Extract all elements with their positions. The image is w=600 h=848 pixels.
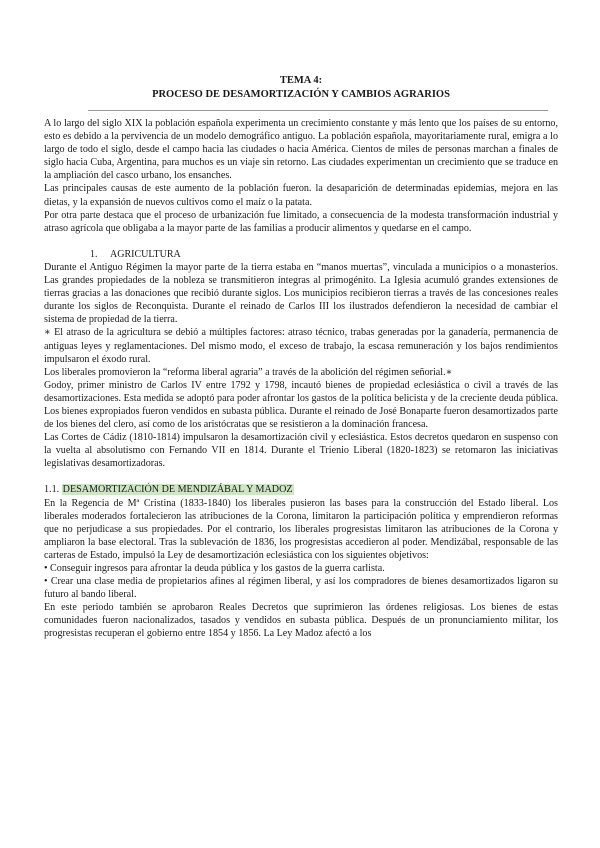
objective-bullet-1: • Conseguir ingresos para afrontar la deuda pública y los gastos de la guerra carlista. [44, 563, 385, 574]
document-page [44, 74, 558, 641]
agricultura-paragraph-5: Las Cortes de Cádiz (1810-1814) impulsaron la desamortización civil y eclesiástica. Estos decretos quedaron en suspenso con la vuelta al absolutismo con Fernando VII en 1814. Durante el Trienio Liberal (1820-1823) se retomaron las iniciativas legislativas desamortizadoras. [44, 432, 558, 470]
agricultura-paragraph-2: ∗ El atraso de la agricultura se debió a múltiples factores: atraso técnico, trabas generadas por la ganadería, permanencia de antiguas leyes y reglamentaciones. Del mismo modo, el exceso de trabajo, la escasa remuneración y los bajos rendimientos impulsaron el éxodo rural. [44, 327, 558, 365]
intro-paragraph-3: Por otra parte destaca que el proceso de urbanización fue limitado, a consecuencia de la modesta transformación industrial y atraso agrícola que obligaba a la mayor parte de las familias a producir alimentos y quedarse en el campo. [44, 209, 558, 234]
section-heading-agricultura [90, 248, 558, 261]
document-title: PROCESO DE DESAMORTIZACIÓN Y CAMBIOS AGRARIOS [152, 89, 450, 100]
subsection-title-highlighted: DESAMORTIZACIÓN DE MENDIZÁBAL Y MADOZ [62, 484, 293, 496]
title-divider [88, 110, 548, 111]
section-number: 1. [90, 248, 98, 260]
subsection-heading-mendizabal-madoz [44, 483, 558, 496]
mendizabal-paragraph-1: En la Regencia de Mª Cristina (1833-1840) los liberales pusieron las bases para la construcción del Estado liberal. Los liberales moderados fortalecieron las atribuciones de la Corona, limitaron la participación política y emprendieron reformas que no perjudicase a sus propiedades. Por el contrario, los liberales progresistas limitaron las atribuciones de la Corona y ampliaron la base electoral. Tras la sublevación de 1836, los progresistas accedieron al poder. Mendizábal, responsable de las carteras de Estado, impulsó la Ley de desamortización eclesiástica con los siguientes objetivos: [44, 497, 558, 561]
intro-paragraph-2: Las principales causas de este aumento de la población fueron. la desaparición de determinadas epidemias, mejora en las dietas, y la expansión de nuevos cultivos como el maíz o la patata. [44, 183, 558, 208]
subsection-number: 1.1. [44, 484, 60, 496]
mendizabal-paragraph-2: En este periodo también se aprobaron Reales Decretos que suprimieron las órdenes religiosas. Los bienes de estas comunidades fueron nacionalizados, tasados y vendidos en subasta pública. Después de un pronunciamiento militar, los progresistas recuperan el gobierno entre 1854 y 1856. La Ley Madoz afectó a los [44, 602, 558, 640]
intro-paragraph-1: A lo largo del siglo XIX la población española experimenta un crecimiento constante y más lento que los países de su entorno, esto es debido a la pervivencia de un modelo demográfico antiguo. La población española, mayoritariamente rural, emigra a lo largo de todo el siglo, desde el campo hacia las ciudades o hacia América. Cientos de miles de personas marchan a finales de siglo hacia Cuba, Argentina, para muchos es un viaje sin retorno. Las ciudades experimentan un crecimiento que se traduce en la ampliación del casco urbano, los ensanches. [44, 118, 558, 182]
document-title-number: TEMA 4: [279, 75, 323, 86]
section-title: AGRICULTURA [110, 248, 181, 260]
agricultura-paragraph-1: Durante el Antiguo Régimen la mayor parte de la tierra estaba en “manos muertas”, vinculada a municipios o a monasterios. Las grandes propiedades de la nobleza se transmitieron íntegras al primogénito. La Iglesia acumuló grandes extensiones de tierras gracias a las donaciones que recibió durante siglos. Los municipios recibieron tierras a través de las concesiones reales durante los siglos de Reconquista. Durante el reinado de Carlos III los ilustrados defendieron la necesidad de cambiar el sistema de propiedad de la tierra. [44, 261, 558, 326]
agricultura-paragraph-3: Los liberales promovieron la “reforma liberal agraria” a través de la abolición del régimen señorial.∗ [44, 366, 453, 378]
agricultura-paragraph-4: Godoy, primer ministro de Carlos IV entre 1792 y 1798, incautó bienes de propiedad eclesiástica o civil a través de las desamortizaciones. Esta medida se adoptó para poder afrontar los gastos de la política belicista y de la creciente deuda pública. Los bienes expropiados fueron vendidos en subasta pública. Durante el reinado de José Bonaparte fueron desamortizados parte de los bienes del clero, así como de los aristócratas que se resistieron a la dominación francesa. [44, 379, 558, 431]
objective-bullet-2: • Crear una clase media de propietarios afines al régimen liberal, y así los compradores de bienes desamortizados ligaron su futuro al bando liberal. [44, 576, 558, 601]
